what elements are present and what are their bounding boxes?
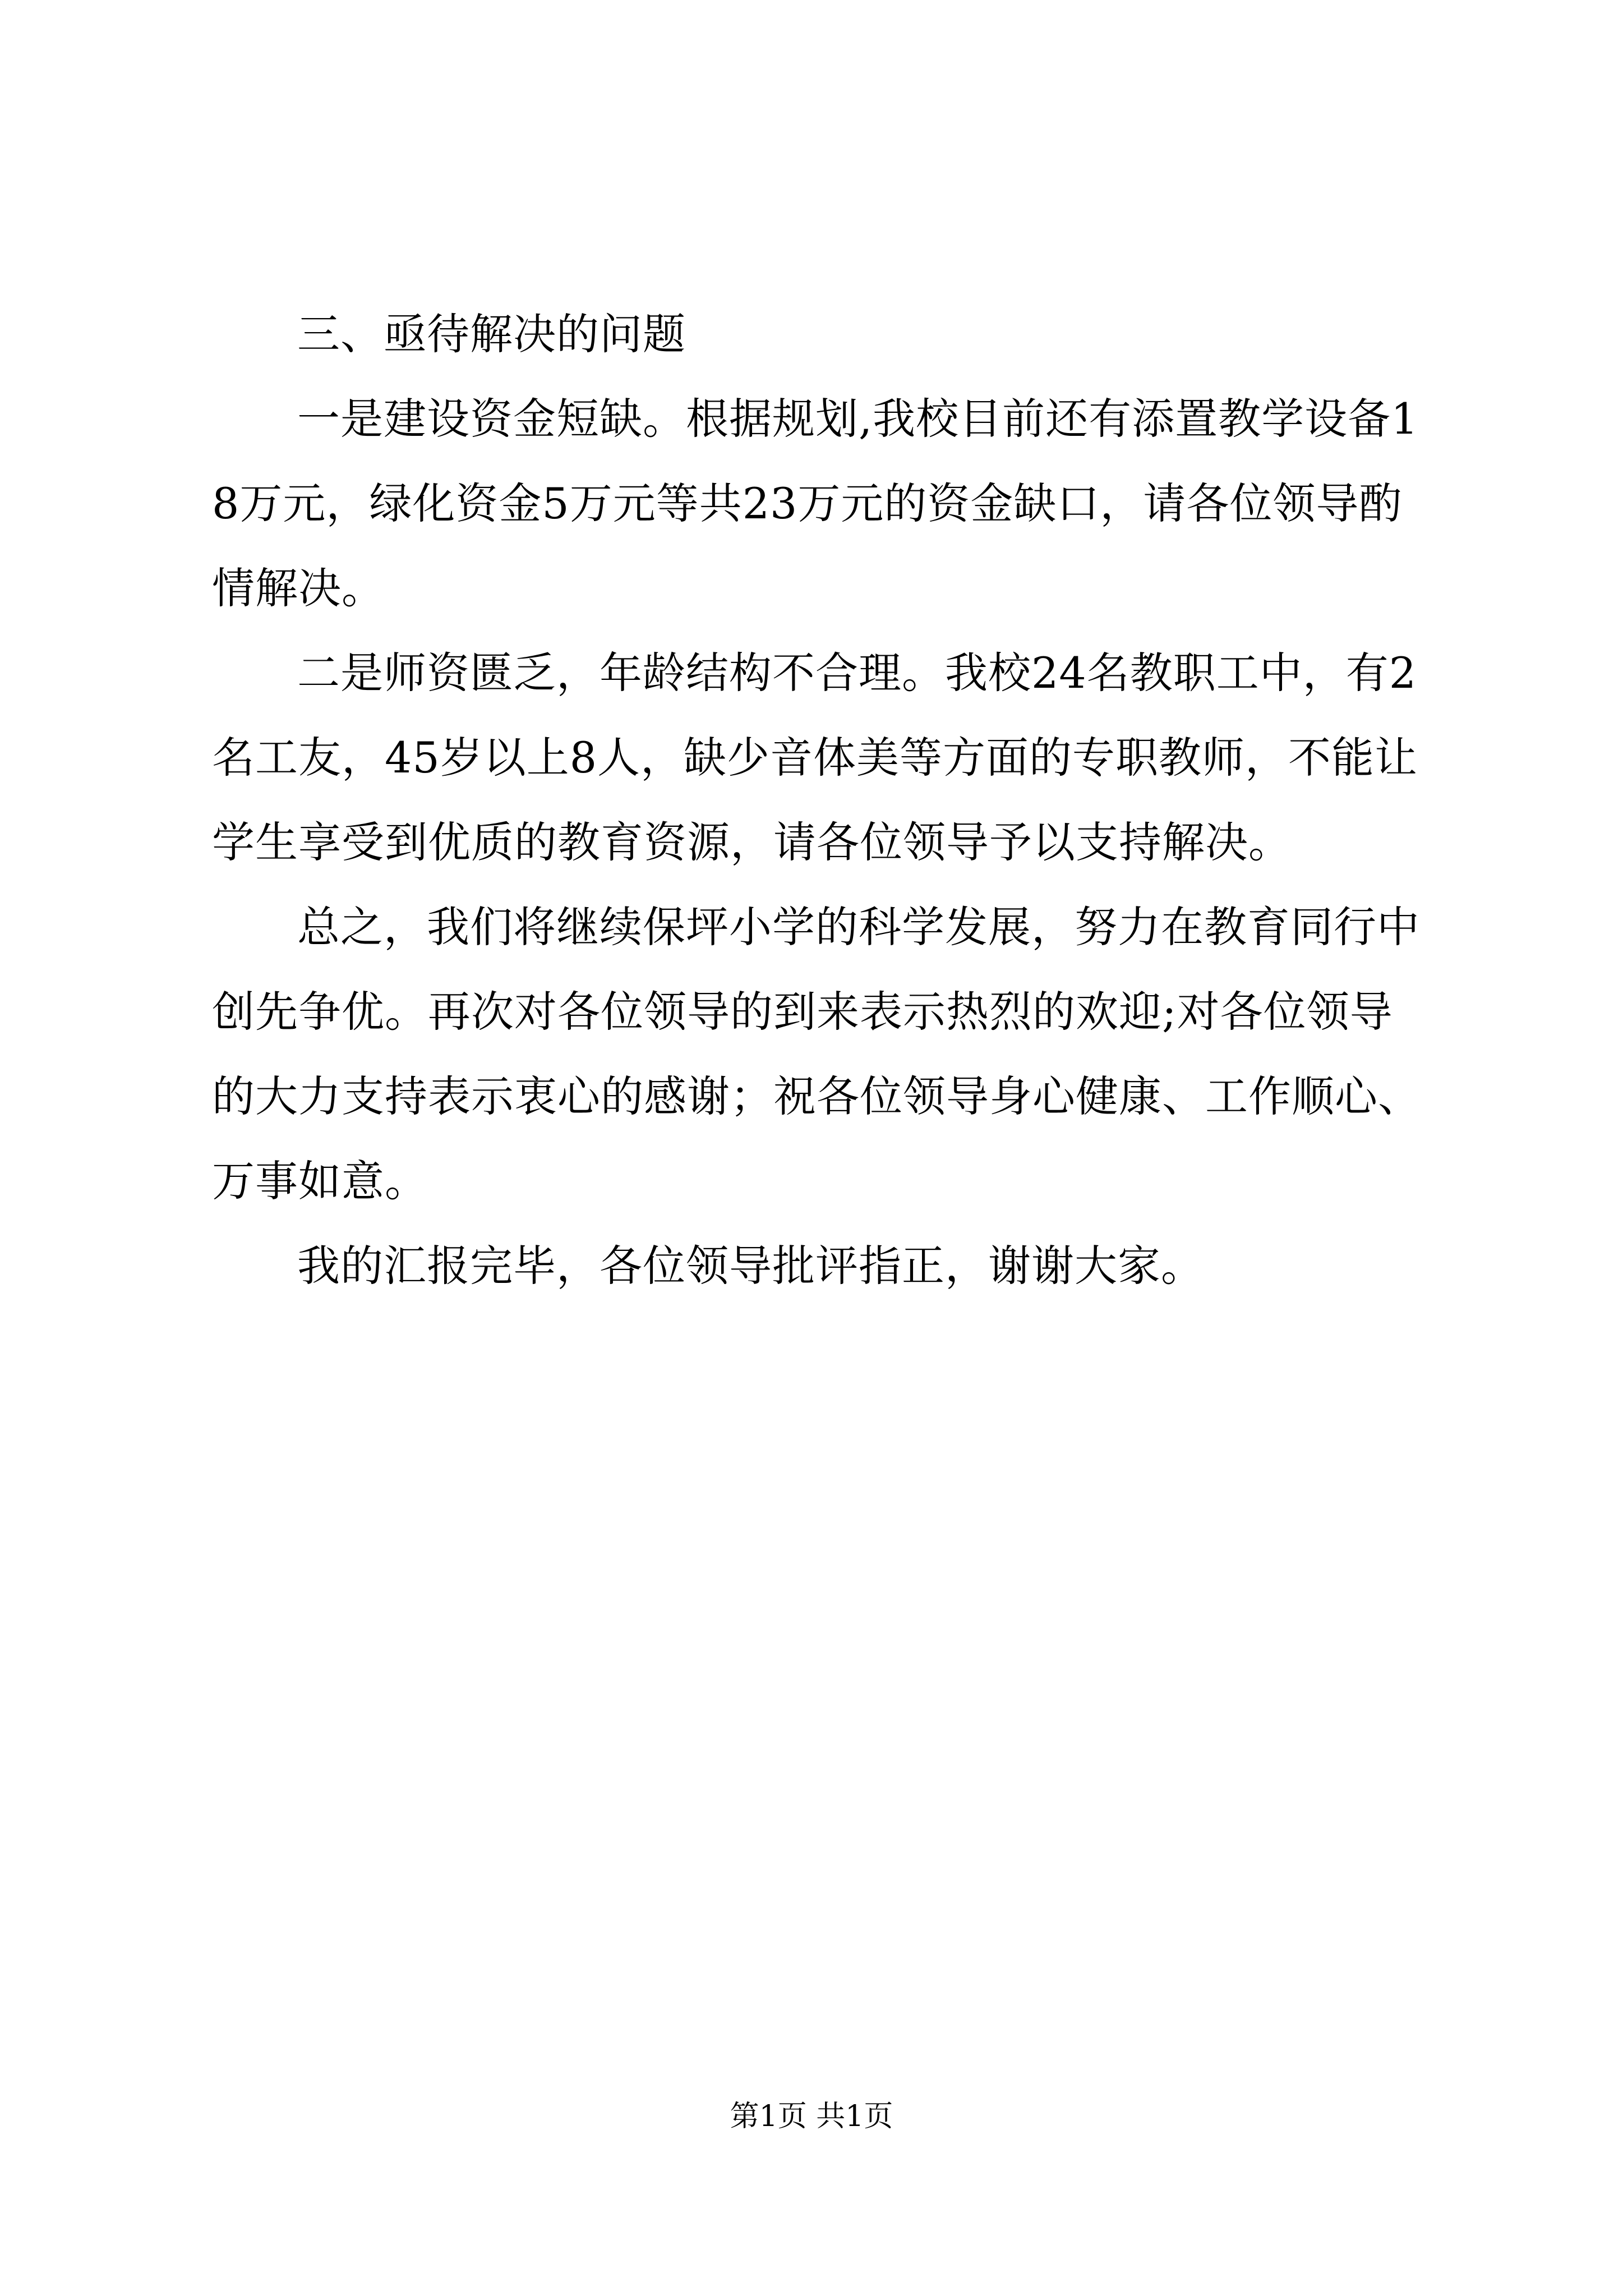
page-number-footer: 第1页 共1页	[730, 2100, 893, 2133]
section-heading: 三、亟待解决的问题	[297, 309, 686, 359]
document-body	[212, 292, 1423, 1308]
paragraph-closing: 我的汇报完毕，各位领导批评指正，谢谢大家。	[297, 1241, 1204, 1291]
paragraph-teacher-shortage: 二是师资匮乏，年龄结构不合理。我校24名教职工中，有2名工友，45岁以上8人，缺少音体美等方面的专职教师，不能让学生享受到优质的教育资源，请各位领导予以支持解决。	[212, 648, 1418, 867]
paragraph-conclusion: 总之，我们将继续保坪小学的科学发展，努力在教育同行中创先争优。再次对各位领导的到来表示热烈的欢迎;对各位领导的大力支持表示衷心的感谢；祝各位领导身心健康、工作顺心、万事如意。	[212, 902, 1421, 1206]
paragraph-funding-shortage: 一是建设资金短缺。根据规划,我校目前还有添置教学设备18万元，绿化资金5万元等共23万元的资金缺口，请各位领导酌情解决。	[212, 394, 1419, 613]
